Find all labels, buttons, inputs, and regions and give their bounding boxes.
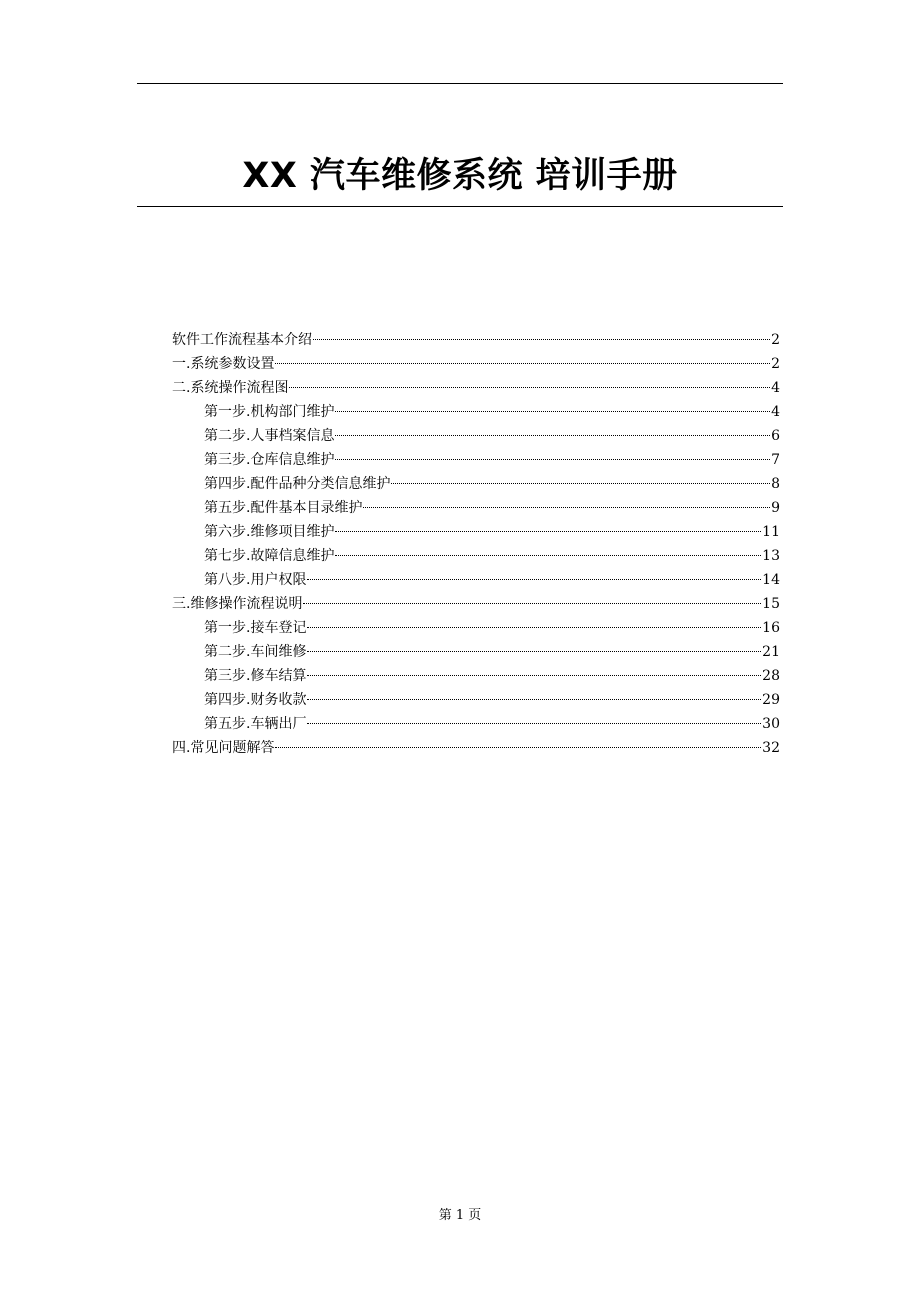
toc-entry-title: 第二步.人事档案信息 <box>204 428 335 444</box>
document-title: XX 汽车维修系统 培训手册 <box>242 156 678 196</box>
toc-entry[interactable] <box>172 496 780 520</box>
toc-entry[interactable] <box>172 688 780 712</box>
toc-leader-dots <box>335 435 770 436</box>
toc-entry-title: 第三步.修车结算 <box>204 668 307 684</box>
toc-entry-page-number: 15 <box>762 596 780 612</box>
toc-entry-page-number: 21 <box>762 644 780 660</box>
page-footer: 第 1 页 <box>438 1208 482 1223</box>
title-rule <box>137 206 783 207</box>
toc-entry[interactable] <box>172 328 780 352</box>
toc-entry[interactable] <box>172 592 780 616</box>
toc-entry[interactable] <box>172 448 780 472</box>
toc-leader-dots <box>335 459 770 460</box>
toc-entry-page-number: 28 <box>762 668 780 684</box>
toc-entry-page-number: 11 <box>762 524 780 540</box>
table-of-contents <box>172 328 780 760</box>
toc-entry-title: 第五步.车辆出厂 <box>204 716 307 732</box>
toc-entry[interactable] <box>172 520 780 544</box>
toc-leader-dots <box>335 411 770 412</box>
toc-leader-dots <box>307 627 761 628</box>
toc-entry-title: 二.系统操作流程图 <box>172 380 289 396</box>
toc-entry-page-number: 16 <box>762 620 780 636</box>
toc-entry-title: 四.常见问题解答 <box>172 740 275 756</box>
toc-entry[interactable] <box>172 712 780 736</box>
toc-entry-page-number: 4 <box>771 404 780 420</box>
toc-leader-dots <box>313 339 770 340</box>
toc-entry[interactable] <box>172 568 780 592</box>
toc-leader-dots <box>289 387 770 388</box>
toc-entry[interactable] <box>172 544 780 568</box>
toc-leader-dots <box>275 363 770 364</box>
toc-entry[interactable] <box>172 616 780 640</box>
toc-entry-title: 第三步.仓库信息维护 <box>204 452 335 468</box>
toc-entry-page-number: 2 <box>771 356 780 372</box>
toc-leader-dots <box>391 483 770 484</box>
toc-entry[interactable] <box>172 472 780 496</box>
toc-entry-page-number: 29 <box>762 692 780 708</box>
toc-entry-page-number: 6 <box>771 428 780 444</box>
toc-entry-page-number: 7 <box>771 452 780 468</box>
toc-leader-dots <box>363 507 770 508</box>
toc-entry-title: 第六步.维修项目维护 <box>204 524 335 540</box>
toc-leader-dots <box>307 579 761 580</box>
toc-entry-title: 软件工作流程基本介绍 <box>172 332 312 348</box>
toc-entry[interactable] <box>172 664 780 688</box>
toc-leader-dots <box>303 603 761 604</box>
toc-leader-dots <box>335 531 761 532</box>
toc-entry[interactable] <box>172 376 780 400</box>
toc-entry-title: 第四步.配件品种分类信息维护 <box>204 476 391 492</box>
toc-entry-title: 第一步.接车登记 <box>204 620 307 636</box>
toc-leader-dots <box>275 747 761 748</box>
toc-entry[interactable] <box>172 736 780 760</box>
header-rule <box>137 83 783 84</box>
toc-entry-title: 第一步.机构部门维护 <box>204 404 335 420</box>
toc-leader-dots <box>307 651 761 652</box>
toc-entry[interactable] <box>172 400 780 424</box>
toc-entry-page-number: 13 <box>762 548 780 564</box>
toc-leader-dots <box>307 723 761 724</box>
toc-entry-page-number: 9 <box>771 500 780 516</box>
toc-entry-title: 第八步.用户权限 <box>204 572 307 588</box>
toc-entry-title: 第五步.配件基本目录维护 <box>204 500 363 516</box>
toc-entry-title: 第二步.车间维修 <box>204 644 307 660</box>
toc-entry-page-number: 32 <box>762 740 780 756</box>
toc-leader-dots <box>307 699 761 700</box>
toc-entry-title: 三.维修操作流程说明 <box>172 596 303 612</box>
toc-entry[interactable] <box>172 424 780 448</box>
toc-entry-page-number: 30 <box>762 716 780 732</box>
toc-entry-title: 一.系统参数设置 <box>172 356 275 372</box>
toc-entry-page-number: 14 <box>762 572 780 588</box>
toc-entry-page-number: 4 <box>771 380 780 396</box>
toc-entry[interactable] <box>172 352 780 376</box>
toc-entry-title: 第四步.财务收款 <box>204 692 307 708</box>
toc-entry-page-number: 2 <box>771 332 780 348</box>
toc-leader-dots <box>335 555 761 556</box>
toc-leader-dots <box>307 675 761 676</box>
toc-entry-page-number: 8 <box>771 476 780 492</box>
toc-entry-title: 第七步.故障信息维护 <box>204 548 335 564</box>
toc-entry[interactable] <box>172 640 780 664</box>
